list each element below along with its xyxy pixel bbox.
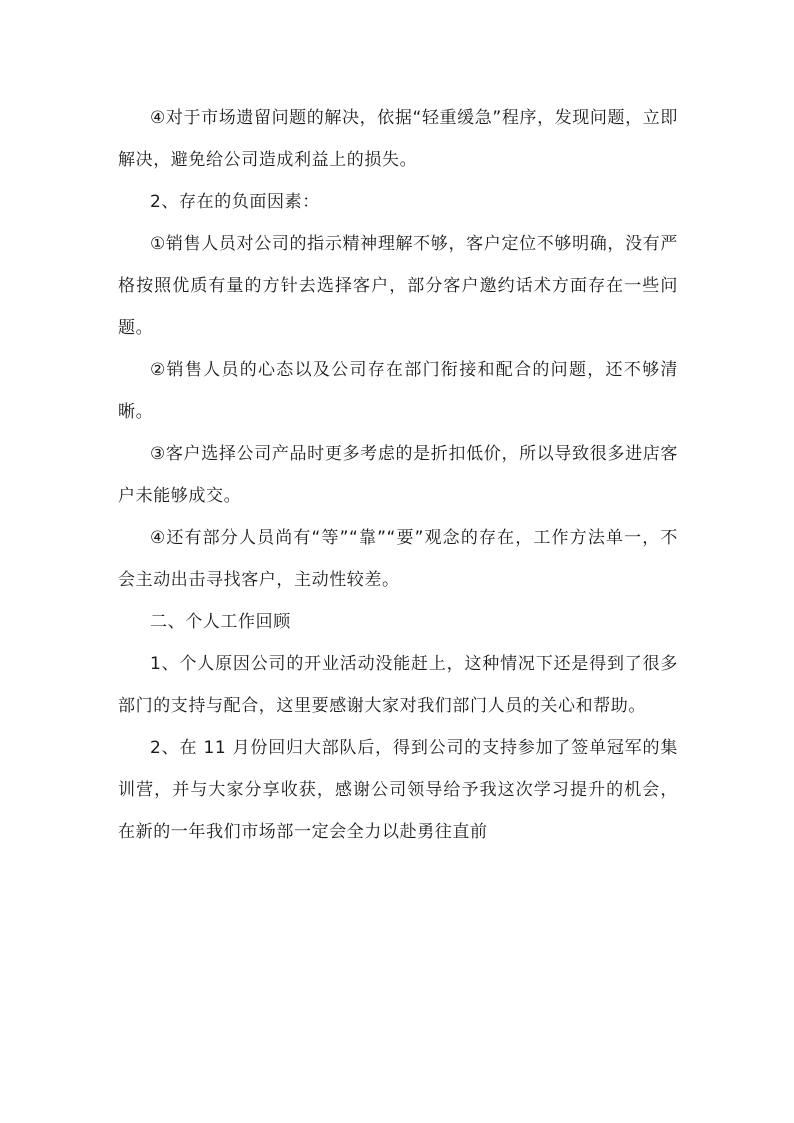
paragraph-personal-review-2: 2、在 11 月份回归大部队后，得到公司的支持参加了签单冠军的集训营，并与大家分享收获，感谢公司领导给予我这次学习提升的机会，在新的一年我们市场部一定会全力以赴勇往直前: [118, 738, 678, 842]
paragraph-market-issues-resolution: ④对于市场遗留问题的解决，依据“轻重缓急”程序，发现问题，立即解决，避免给公司造成利益上的损失。: [118, 108, 678, 170]
heading-negative-factors: 2、存在的负面因素：: [150, 192, 320, 212]
paragraph-personal-review-1: 1、个人原因公司的开业活动没能赶上，这种情况下还是得到了很多部门的支持与配合，这里要感谢大家对我们部门人员的关心和帮助。: [118, 654, 678, 716]
paragraph-negative-factor-1: ①销售人员对公司的指示精神理解不够，客户定位不够明确，没有严格按照优质有量的方针去选择客户，部分客户邀约话术方面存在一些问题。: [118, 234, 678, 338]
paragraph-negative-factor-2: ②销售人员的心态以及公司存在部门衔接和配合的问题，还不够清晰。: [118, 360, 678, 422]
paragraph-negative-factor-4: ④还有部分人员尚有“等”“靠”“要”观念的存在，工作方法单一，不会主动出击寻找客户，主动性较差。: [118, 528, 678, 590]
document-body: [118, 97, 678, 853]
heading-personal-review: 二、个人工作回顾: [150, 612, 291, 632]
paragraph-negative-factor-3: ③客户选择公司产品时更多考虑的是折扣低价，所以导致很多进店客户未能够成交。: [118, 444, 678, 506]
